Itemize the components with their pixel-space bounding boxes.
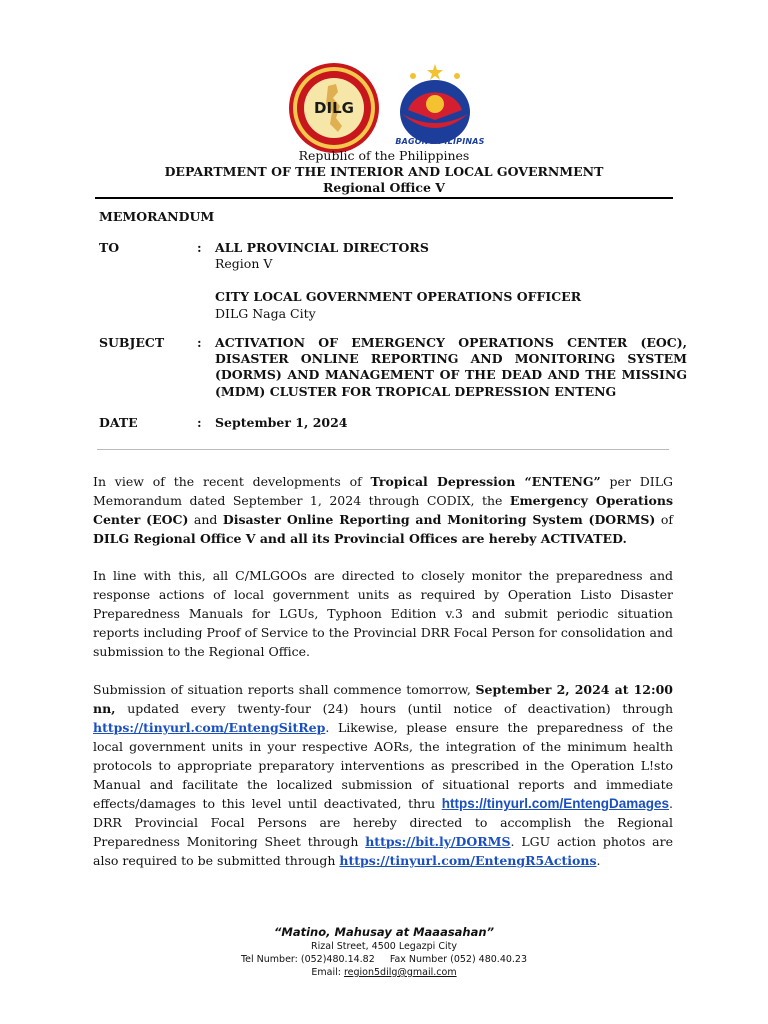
footer-email-line (0, 967, 768, 978)
department-line: DEPARTMENT OF THE INTERIOR AND LOCAL GOVERNMENT (164, 164, 604, 179)
to-recipient-2-sub: DILG Naga City (215, 305, 316, 321)
date-value: September 1, 2024 (215, 415, 348, 430)
subject-row (99, 335, 689, 405)
to-colon: : (197, 240, 202, 255)
to-recipient-1: ALL PROVINCIAL DIRECTORS (215, 240, 429, 255)
bagong-pilipinas-text: BAGONG PILIPINAS (395, 137, 485, 146)
dilg-seal-icon (288, 62, 380, 154)
paragraph-3 (93, 680, 673, 870)
footer-tel-fax: Tel Number: (052)480.14.82 Fax Number (052) 480.40.23 (240, 954, 528, 965)
p1-text-1: In view of the recent developments of (93, 474, 371, 489)
p3-text-4: . DRR Provincial Focal Persons are hereby directed to accomplish the Regional Preparedness Monitoring Sheet through (93, 796, 673, 849)
subject-text: ACTIVATION OF EMERGENCY OPERATIONS CENTER (EOC), DISASTER ONLINE REPORTING AND MONITORING SYSTEM (DORMS) AND MANAGEMENT OF THE DEAD AND THE MISSING (MDM) CLUSTER FOR TROPICAL DEPRESSION ENTENG (215, 335, 687, 399)
p3-text-1: Submission of situation reports shall commence tomorrow, (93, 682, 476, 697)
date-colon: : (197, 415, 202, 430)
date-label: DATE (99, 415, 138, 430)
to-label: TO (99, 240, 120, 255)
actions-link[interactable]: https://tinyurl.com/EntengR5Actions (339, 853, 597, 868)
subject-label: SUBJECT (99, 335, 165, 350)
subject-colon: : (197, 335, 202, 350)
republic-line: Republic of the Philippines (298, 148, 470, 163)
to-recipient-1-sub: Region V (215, 256, 273, 272)
to-row (99, 240, 689, 320)
p1-text-3: and (188, 512, 223, 527)
p1-bold-3: Disaster Online Reporting and Monitoring System (DORMS) (222, 512, 656, 527)
memo-divider (97, 449, 669, 450)
p1-bold-2: Emergency Operations Center (EOC) (93, 493, 673, 527)
footer-email-link[interactable]: region5dilg@gmail.com (343, 967, 457, 978)
dorms-link[interactable]: https://bit.ly/DORMS (365, 834, 511, 849)
p3-text-6: . (596, 853, 601, 868)
p3-bold-1: September 2, 2024 at 12:00 nn, (93, 682, 673, 716)
office-line: Regional Office V (323, 180, 445, 195)
date-row (99, 415, 689, 433)
footer-address: Rizal Street, 4500 Legazpi City (311, 941, 457, 952)
sitrep-link[interactable]: https://tinyurl.com/EntengSitRep (93, 720, 326, 735)
header-divider (95, 197, 673, 199)
paragraph-1 (93, 472, 673, 548)
footer-email-label: Email: (311, 967, 344, 978)
p1-text-4: of (655, 512, 674, 527)
memorandum-label: MEMORANDUM (99, 209, 215, 224)
dilg-seal-text: DILG (314, 99, 354, 117)
p3-text-3: . Likewise, please ensure the preparedness of the local government units in your respective AORs, the integration of the minimum health protocols to appropriate preparatory interventions as prescribed in the Operation L!sto Manual and facilitate the localized submission of situational reports and immediate effects/damages to this level until deactivated, thru (93, 720, 673, 811)
paragraph-2: In line with this, all C/MLGOOs are directed to closely monitor the preparedness and response actions of local government units as required by Operation Listo Disaster Preparedness Manuals for LGUs, Typhoon Edition v.3 and submit periodic situation reports including Proof of Service to the Provincial DRR Focal Person for consolidation and submission to the Regional Office. (93, 568, 673, 659)
p1-bold-4: DILG Regional Office V and all its Provincial Offices are hereby ACTIVATED. (93, 531, 627, 546)
to-recipients (215, 240, 687, 322)
p1-text-2: per DILG Memorandum dated September 1, 2024 through CODIX, the (93, 474, 673, 508)
footer-motto: “Matino, Mahusay at Maaasahan” (274, 925, 494, 939)
to-recipient-2: CITY LOCAL GOVERNMENT OPERATIONS OFFICER (215, 289, 582, 305)
p3-text-5: . LGU action photos are also required to be submitted through (93, 834, 674, 868)
header-logos (0, 62, 768, 152)
p3-text-2: updated every twenty-four (24) hours (until notice of deactivation) through (115, 701, 673, 716)
p1-bold-1: Tropical Depression “ENTENG” (370, 474, 601, 489)
damages-link[interactable]: https://tinyurl.com/EntengDamages (441, 796, 670, 811)
